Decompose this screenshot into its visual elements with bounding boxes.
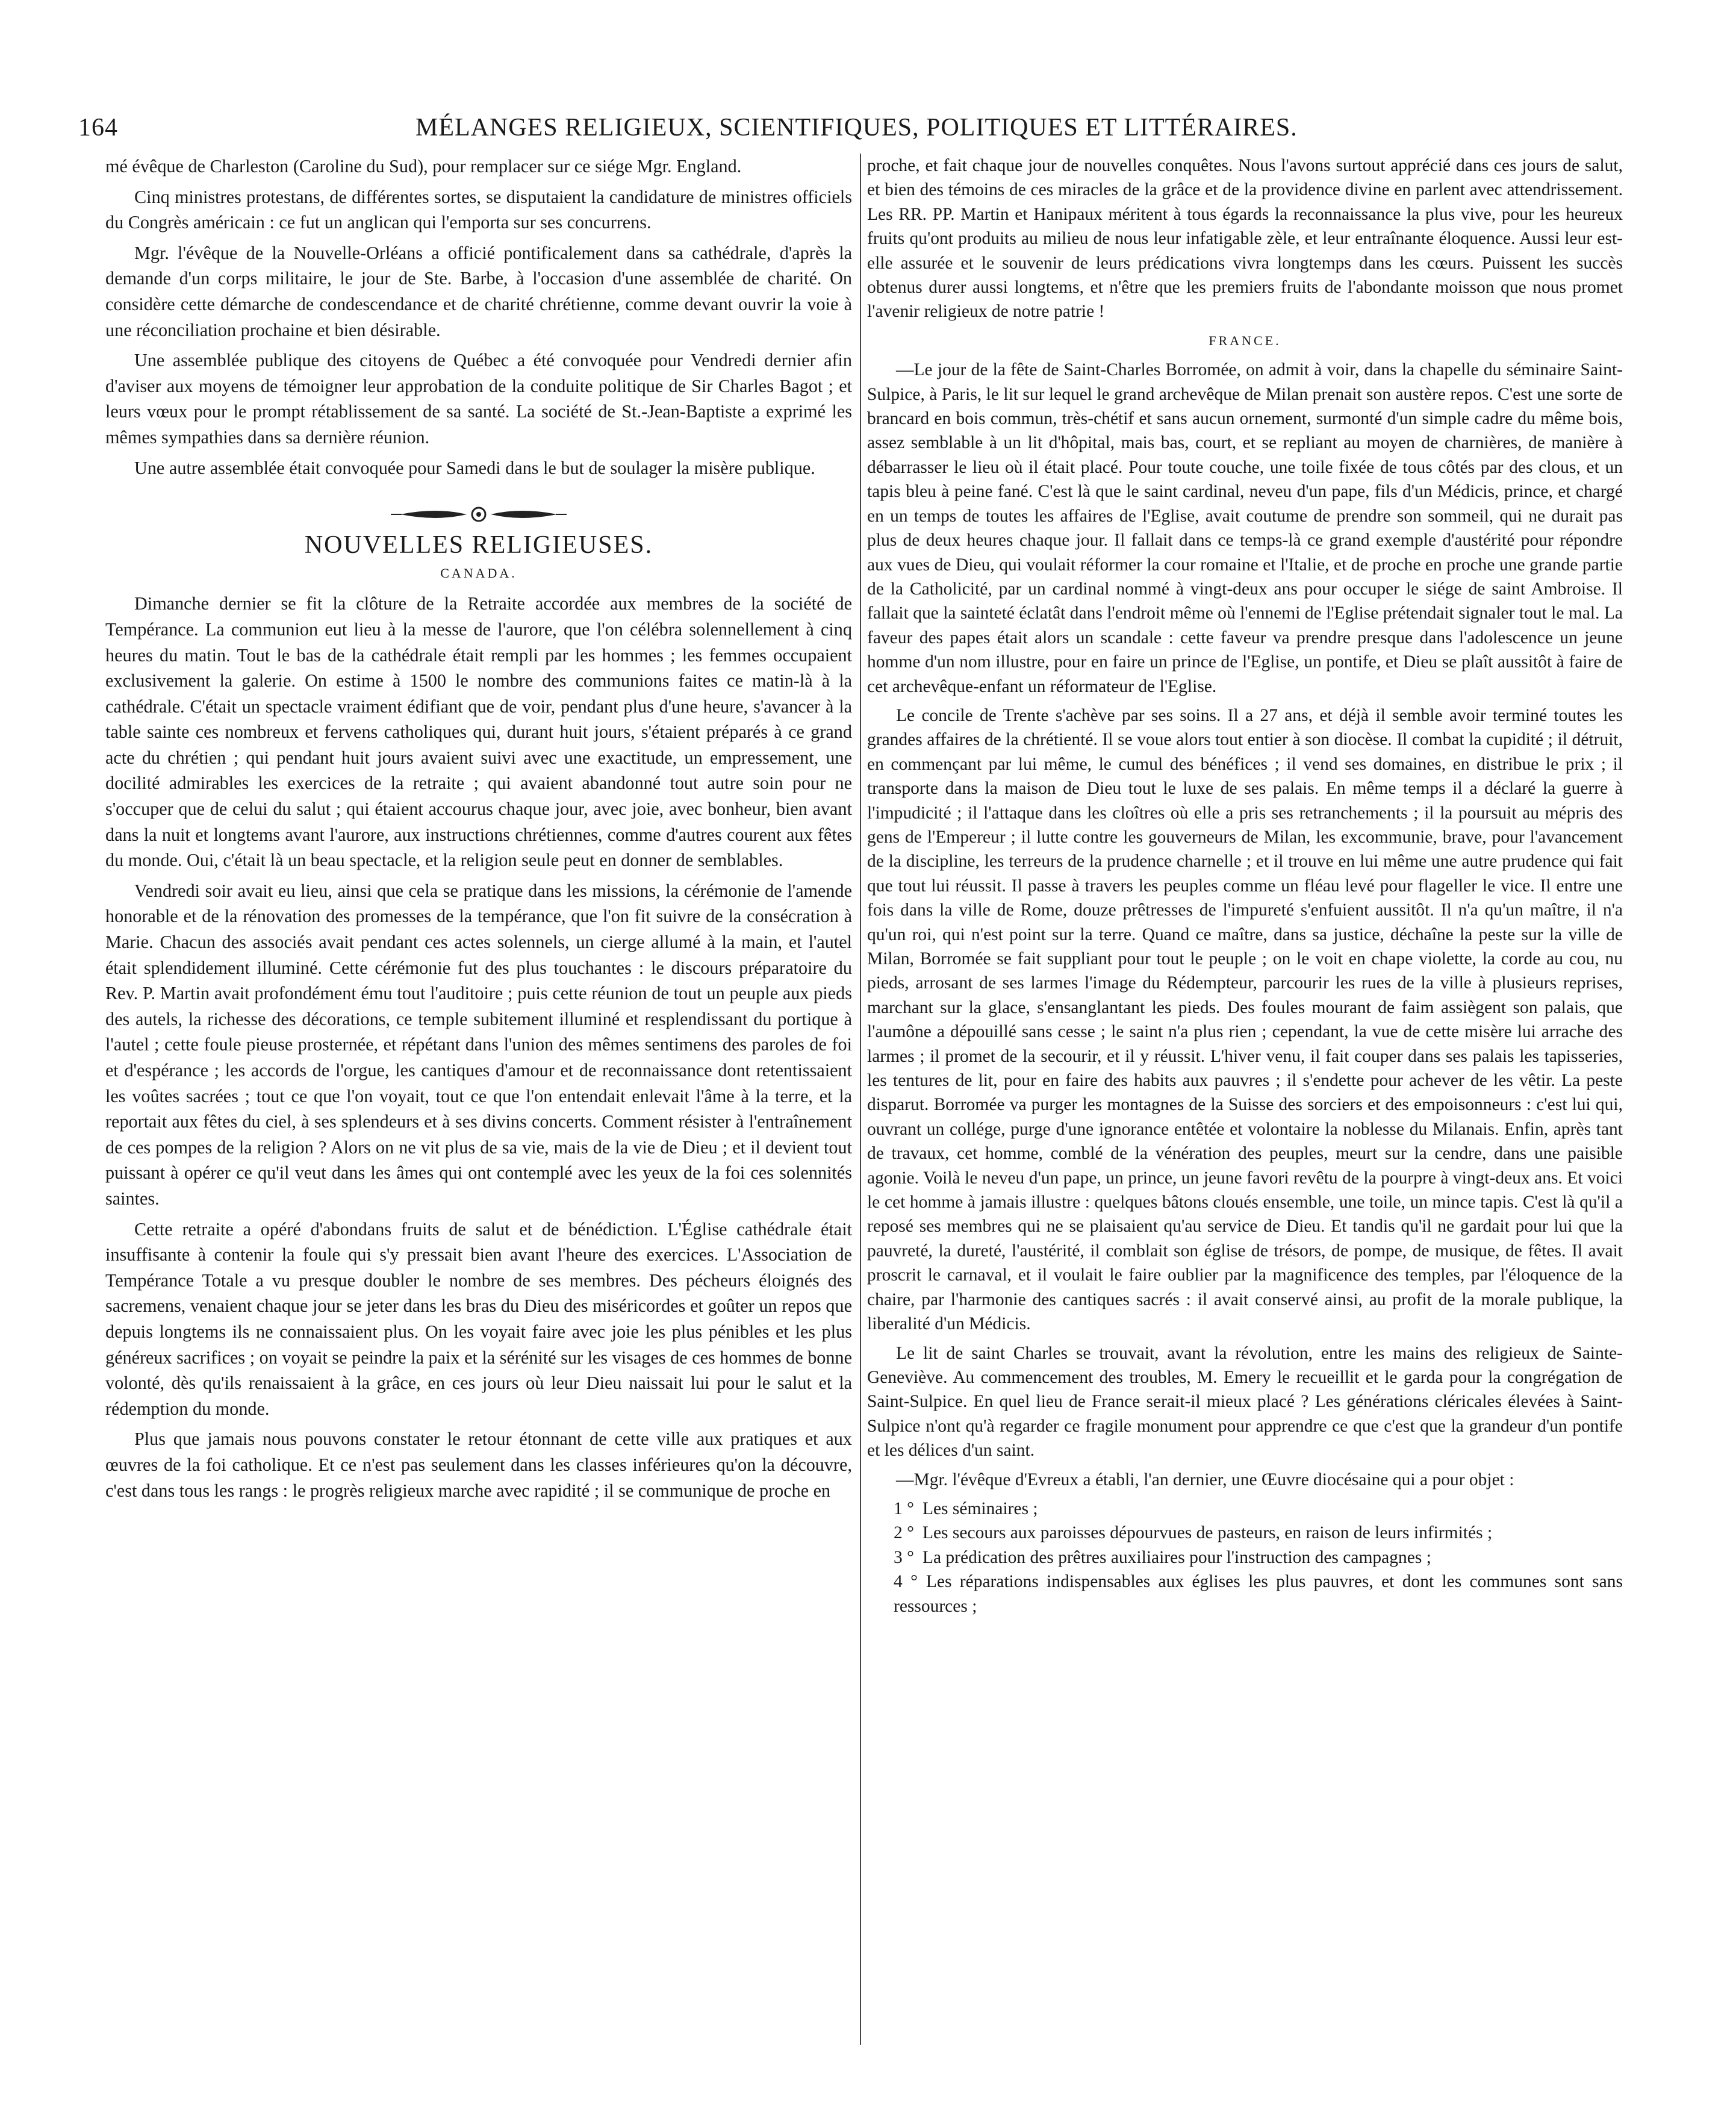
list-item [867,1545,1623,1570]
paragraph: Mgr. l'évêque de la Nouvelle-Orléans a officié pontificalement dans sa cathédrale, d'après la demande d'un corps militaire, le jour de Ste. Barbe, à l'occasion d'une assemblée de charité. On considère cette démarche de condescendance et de charité chrétienne, comme devant ouvrir la voie à une réconciliation prochaine et bien désirable. [105,242,852,340]
objectives-list [867,1497,1623,1618]
list-number: 2 ° [894,1523,914,1543]
section-title: NOUVELLES RELIGIEUSES. [304,531,653,560]
paragraph: Dimanche dernier se fit la clôture de la Retraite accordée aux membres de la société de Tempérance. La communion eut lieu à la messe de l'aurore, que l'on célébra solennellement à cinq heures du matin. Tout le bas de la cathédrale était rempli par les hommes ; les femmes occupaient exclusivement la galerie. On estime à 1500 le nombre des communions faites ce matin-là à la cathédrale. C'était un spectacle vraiment édifiant que de voir, pendant plus d'une heure, s'avancer à la table sainte ces nombreux et fervens catholiques qui, durant huit jours, s'étaient préparés à ce grand acte du chrétien ; qui pendant huit jours avaient suivi avec une exactitude, un empressement, une docilité admirables les exercices de la retraite ; qui avaient abandonné tout autre soin pour ne s'occuper que de celui du salut ; qui étaient accourus chaque jour, avec joie, avec bonheur, bien avant dans la nuit et longtems avant l'aurore, aux instructions chrétiennes, comme d'autres courent aux fêtes du monde. Oui, c'était là un beau spectacle, et la religion seule peut en donner de semblables. [105,593,852,871]
running-title: MÉLANGES RELIGIEUX, SCIENTIFIQUES, POLITIQUES ET LITTÉRAIRES. [415,114,1298,142]
list-text: Les séminaires ; [922,1498,1038,1518]
running-head [78,108,1644,151]
list-number: 4 ° [894,1572,918,1592]
ornament-icon [388,502,569,526]
page-number: 164 [78,114,118,142]
right-column [867,154,1623,1618]
paragraph: Cette retraite a opéré d'abondans fruits de salut et de bénédiction. L'Église cathédrale était insuffisante à contenir la foule qui s'y pressait bien avant l'heure des exercices. L'Association de Tempérance Totale a vu presque doubler le nombre de ses membres. Des pécheurs éloignés des sacremens, venaient chaque jour se jeter dans les bras du Dieu des miséricordes et goûter un repos que depuis longtems ils ne connaissaient plus. On les voyait faire avec joie les plus pénibles et les plus généreux sacrifices ; on voyait se peindre la paix et la sérénité sur les visages de ces hommes de bonne volonté, dès qu'ils renaissaient à la grâce, en ces jours où leur Dieu naissait lui pour le salut et la rédemption du monde. [105,1218,852,1419]
paragraph: proche, et fait chaque jour de nouvelles conquêtes. Nous l'avons surtout apprécié dans ces jours de salut, et bien des témoins de ces miracles de la grâce et de la providence divine en parlent avec attendrissement. Les RR. PP. Martin et Hanipaux méritent à tous égards la reconnaissance la plus vive, pour les heureux fruits qu'ont produits au milieu de nous leur infatigable zèle, et leur entraînante éloquence. Aussi leur est-elle assurée et le souvenir de leurs prédications vivra longtemps dans les cœurs. Puissent les succès obtenus durer aussi longtems, et n'être que les premiers fruits de l'abondante moisson que nous promet l'avenir religieux de notre patrie ! [867,156,1623,322]
list-number: 1 ° [894,1498,914,1518]
paragraph: Une assemblée publique des citoyens de Québec a été convoquée pour Vendredi dernier afin d'aviser aux moyens de témoigner leur approbation de la conduite politique de Sir Charles Bagot ; et leurs vœux pour le prompt rétablissement de sa santé. La société de St.-Jean-Baptiste a exprimé les mêmes sympathies dans sa dernière réunion. [105,350,852,447]
paragraph: —Le jour de la fête de Saint-Charles Borromée, on admit à voir, dans la chapelle du séminaire Saint-Sulpice, à Paris, le lit sur lequel le grand archevêque de Milan prenait son austère repos. C'est une sorte de brancard en bois commun, très-chétif et sans aucun ornement, surmonté d'un simple cadre du même bois, assez semblable à un lit d'hôpital, mais bas, court, et se repliant au moyen de charnières, de manière à débarrasser le lieu où il était placé. Pour toute couche, une toile fixée de tous côtés par des clous, et un tapis bleu à peine fané. C'est là que le saint cardinal, neveu d'un pape, fils d'un Médicis, prince, et chargé en un temps de toutes les affaires de l'Eglise, avait coutume de prendre son sommeil, qui ne durait pas plus de deux heures chaque jour. Il fallait dans ce temps-là ce grand exemple d'austérité pour répondre aux vues de Dieu, qui voulait réformer la cour romaine et l'Italie, et de proche en proche une grande partie de la Catholicité, par un cardinal nommé à vingt-deux ans pour occuper le siége de saint Ambroise. Il fallait que la sainteté éclatât dans l'endroit même où l'ennemi de l'Eglise prétendait signaler tout le mal. La faveur des papes était alors un scandale : cette faveur va prendre presque dans l'adolescence un jeune homme d'un nom illustre, pour en faire un prince de l'Eglise, un pontife, et Dieu se plaît aussitôt à faire de cet archevêque-enfant un réformateur de l'Eglise. [867,360,1623,696]
list-text: Les réparations indispensables aux églises les plus pauvres, et dont les communes sont sans ressources ; [894,1572,1623,1616]
paragraph: Plus que jamais nous pouvons constater le retour étonnant de cette ville aux pratiques et aux œuvres de la foi catholique. Et ce n'est pas seulement dans les classes inférieures qu'on la découvre, c'est dans tous les rangs : le progrès religieux marche avec rapidité ; il se communique de proche en [105,1429,852,1501]
paragraph: Cinq ministres protestans, de différentes sortes, se disputaient la candidature de ministres officiels du Congrès américain : ce fut un anglican qui l'emporta sur ses concurrens. [105,186,852,233]
list-item [867,1497,1623,1521]
list-text: Les secours aux paroisses dépourvues de pasteurs, en raison de leurs infirmités ; [922,1523,1493,1543]
list-text: La prédication des prêtres auxiliaires pour l'instruction des campagnes ; [922,1547,1431,1567]
paragraph: Une autre assemblée était convoquée pour Samedi dans le but de soulager la misère publique. [134,457,815,478]
left-column [105,154,852,1508]
paragraph: Le lit de saint Charles se trouvait, avant la révolution, entre les mains des religieux de Sainte-Geneviève. Au commencement des troubles, M. Emery le recueillit et le garda pour la congrégation de Saint-Sulpice. En quel lieu de France serait-il mieux placé ? Les générations cléricales élevées à Saint-Sulpice n'ont qu'à regarder ce fragile monument pour apprendre ce que c'est que la grandeur d'un pontife et les délices d'un saint. [867,1343,1623,1461]
paragraph: Vendredi soir avait eu lieu, ainsi que cela se pratique dans les missions, la cérémonie de l'amende honorable et de la rénovation des promesses de la tempérance, que l'on fit suivre de la consécration à Marie. Chacun des associés avait pendant ces actes solennels, un cierge allumé à la main, et l'autel était splendidement illuminé. Cette cérémonie fut des plus touchantes : le discours préparatoire du Rev. P. Martin avait profondément ému tout l'auditoire ; puis cette réunion de tout un peuple aux pieds des autels, la richesse des décorations, ce temple subitement illuminé et resplendissant du portique à l'autel ; cette foule pieuse prosternée, et répétant dans l'union des mêmes sentimens des paroles de foi et d'espérance ; les accords de l'orgue, les cantiques d'amour et de reconnaissance dont retentissaient les voûtes sacrées ; tout ce que l'on voyait, tout ce que l'on entendait enlevait l'âme à la terre, et la reportait aux fêtes du ciel, à ses splendeurs et à ses divins concerts. Comment résister à l'entraînement de ces pompes de la religion ? Alors on ne vit plus de sa vie, mais de la vie de Dieu ; et il devient tout puissant à opérer ce qu'il veut dans les âmes qui ont contemplé avec les yeux de la foi ces solennités saintes. [105,880,852,1209]
ornament-divider [105,502,852,530]
paragraph: —Mgr. l'évêque d'Evreux a établi, l'an dernier, une Œuvre diocésaine qui a pour objet : [896,1470,1514,1489]
column-rule [860,154,861,2045]
list-item [867,1521,1623,1545]
subsection-canada: CANADA. [440,565,517,581]
paragraph: Le concile de Trente s'achève par ses soins. Il a 27 ans, et déjà il semble avoir terminé toutes les grandes affaires de la chrétienté. Il se voue alors tout entier à son diocèse. Il combat la cupidité ; il détruit, en commençant par lui même, le cumul des bénéfices ; il vend ses domaines, en distribue le prix ; il transporte dans la maison de Dieu tout le luxe de ses palais. En même temps il a déclaré la guerre à l'impudicité ; il l'attaque dans les cloîtres où elle a pris ses retranchements ; il la poursuit au mépris des gens de l'Empereur ; il lutte contre les gouverneurs de Milan, les excommunie, brave, pour l'avancement de la discipline, les terreurs de la prudence charnelle ; et il trouve en lui même une autre prudence qui fait que tout lui réussit. Il passe à travers les peuples comme un fléau levé pour flageller le vice. Il entre une fois dans la ville de Rome, douze prêtresses de l'impureté s'enfuient aussitôt. Il n'a qu'un maître, il n'a qu'un roi, qui n'est point sur la terre. Quand ce maître, dans sa justice, déchaîne la peste sur la ville de Milan, Borromée se fait suppliant pour tout le peuple ; on le voit en chape violette, la corde au cou, nu pieds, arrosant de ses larmes l'image du Rédempteur, parcourir les rues de la ville à plusieurs reprises, marchant sur la glace, s'ensanglantant les pieds. Des foules mourant de faim assiègent son palais, que l'aumône a dépouillé sans cesse ; le saint n'a plus rien ; cependant, la vue de cette misère lui arrache des larmes ; il promet de la secourir, et il y réussit. L'hiver venu, il fait couper dans ses palais les tapisseries, les tentures de lit, pour en faire des habits aux pauvres ; il s'endette pour achever de les vêtir. La peste disparut. Borromée va purger les montagnes de la Suisse des sorciers et des empoisonneurs : c'est lui qui, ouvrant un collége, purge d'une ignorance entêtée et volontaire la noblesse du Milanais. Enfin, après tant de travaux, cet homme, comblé de la vénération des peuples, meurt sur la cendre, dans une paisible agonie. Voilà le neveu d'un pape, un prince, un jeune favori revêtu de la pourpre à vingt-deux ans. Et voici le cet homme à jamais illustre : quelques bâtons cloués ensemble, une toile, un mince tapis. C'est là qu'il a reposé ses membres qui ne se plaisaient qu'au service de Dieu. Et tandis qu'il ne gardait pour lui que la pauvreté, la dureté, l'austérité, il comblait son église de trésors, de pompe, de musique, de fêtes. Il avait proscrit le carnaval, et il voulait le faire oublier par la magnificence des temples, par l'éloquence de la chaire, par l'harmonie des cantiques sacrés : il avait conservé ainsi, au profit de la morale publique, la liberalité d'un Médicis. [867,705,1623,1334]
list-number: 3 ° [894,1547,914,1567]
paragraph: mé évêque de Charleston (Caroline du Sud), pour remplacer sur ce siége Mgr. England. [105,156,742,176]
list-item [867,1570,1623,1618]
subsection-france: FRANCE. [1209,332,1281,348]
